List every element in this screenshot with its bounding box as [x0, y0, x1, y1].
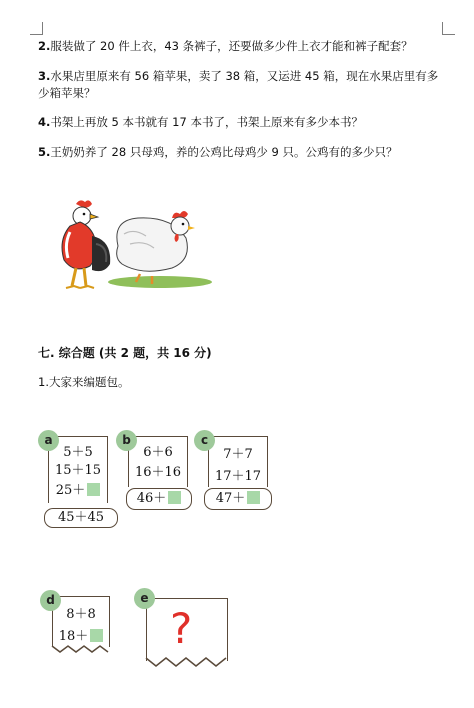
- section-title: 七. 综合题 (共 2 题，共 16 分): [38, 346, 212, 360]
- page-corner-mark-left: [30, 22, 43, 35]
- card-a: [36, 430, 126, 530]
- page-corner-mark-right: [442, 22, 455, 35]
- card-d: [38, 590, 118, 660]
- scroll: 47＋: [204, 488, 272, 510]
- paper: [52, 596, 110, 647]
- question-text: 书架上再放 5 本书就有 17 本书了，书架上原来有多少本书？: [50, 115, 363, 129]
- scroll: 46＋: [126, 488, 192, 510]
- torn-edge: [51, 644, 111, 654]
- question-5: [38, 144, 448, 161]
- blank-square: [90, 629, 103, 642]
- question-text: 水果店里原来有 56 箱苹果，卖了 38 箱，又运进 45 箱，现在水果店里有多少箱苹果？: [38, 69, 439, 100]
- expression-line: 8＋8: [66, 607, 96, 622]
- expression-line: 25＋: [49, 479, 107, 498]
- question-number: 3.: [38, 69, 51, 83]
- sub-question: 1.大家来编题包。: [38, 375, 130, 389]
- rooster-and-hen-illustration: [40, 196, 215, 300]
- paper: [208, 436, 268, 487]
- card-label-badge: a: [38, 430, 59, 451]
- expression-line: 15＋15: [54, 463, 102, 478]
- question-number: 2.: [38, 39, 51, 53]
- card-b: [116, 430, 206, 515]
- question-number: 4.: [38, 115, 51, 129]
- blank-square: [87, 483, 100, 496]
- blank-square: [247, 491, 260, 504]
- blank-square: [168, 491, 181, 504]
- expression-line: 6＋6: [143, 445, 173, 460]
- expression-line: 17＋17: [214, 469, 262, 484]
- scroll: 45＋45: [44, 508, 118, 528]
- card-label-badge: b: [116, 430, 137, 451]
- expression-line: 16＋16: [134, 465, 182, 480]
- card-label-badge: c: [194, 430, 215, 451]
- question-3: [38, 68, 448, 102]
- question-2: [38, 38, 448, 55]
- paper: [128, 436, 188, 487]
- card-label-badge: e: [134, 588, 155, 609]
- expression-line: 5＋5: [63, 445, 93, 460]
- question-4: [38, 114, 448, 131]
- card-label-badge: d: [40, 590, 61, 611]
- question-number: 5.: [38, 145, 51, 159]
- expression-line: 7＋7: [223, 447, 253, 462]
- card-c: [194, 430, 284, 515]
- hen-icon: [117, 211, 195, 284]
- rooster-icon: [62, 200, 110, 288]
- question-text: 服装做了 20 件上衣，43 条裤子，还要做多少件上衣才能和裤子配套？: [50, 39, 413, 53]
- question-mark: ?: [170, 604, 193, 653]
- question-text: 王奶奶养了 28 只母鸡，养的公鸡比母鸡少 9 只。公鸡有的多少只？: [50, 145, 398, 159]
- torn-edge: [145, 656, 229, 668]
- expression-line: 18＋: [53, 625, 109, 644]
- card-e: [132, 586, 232, 676]
